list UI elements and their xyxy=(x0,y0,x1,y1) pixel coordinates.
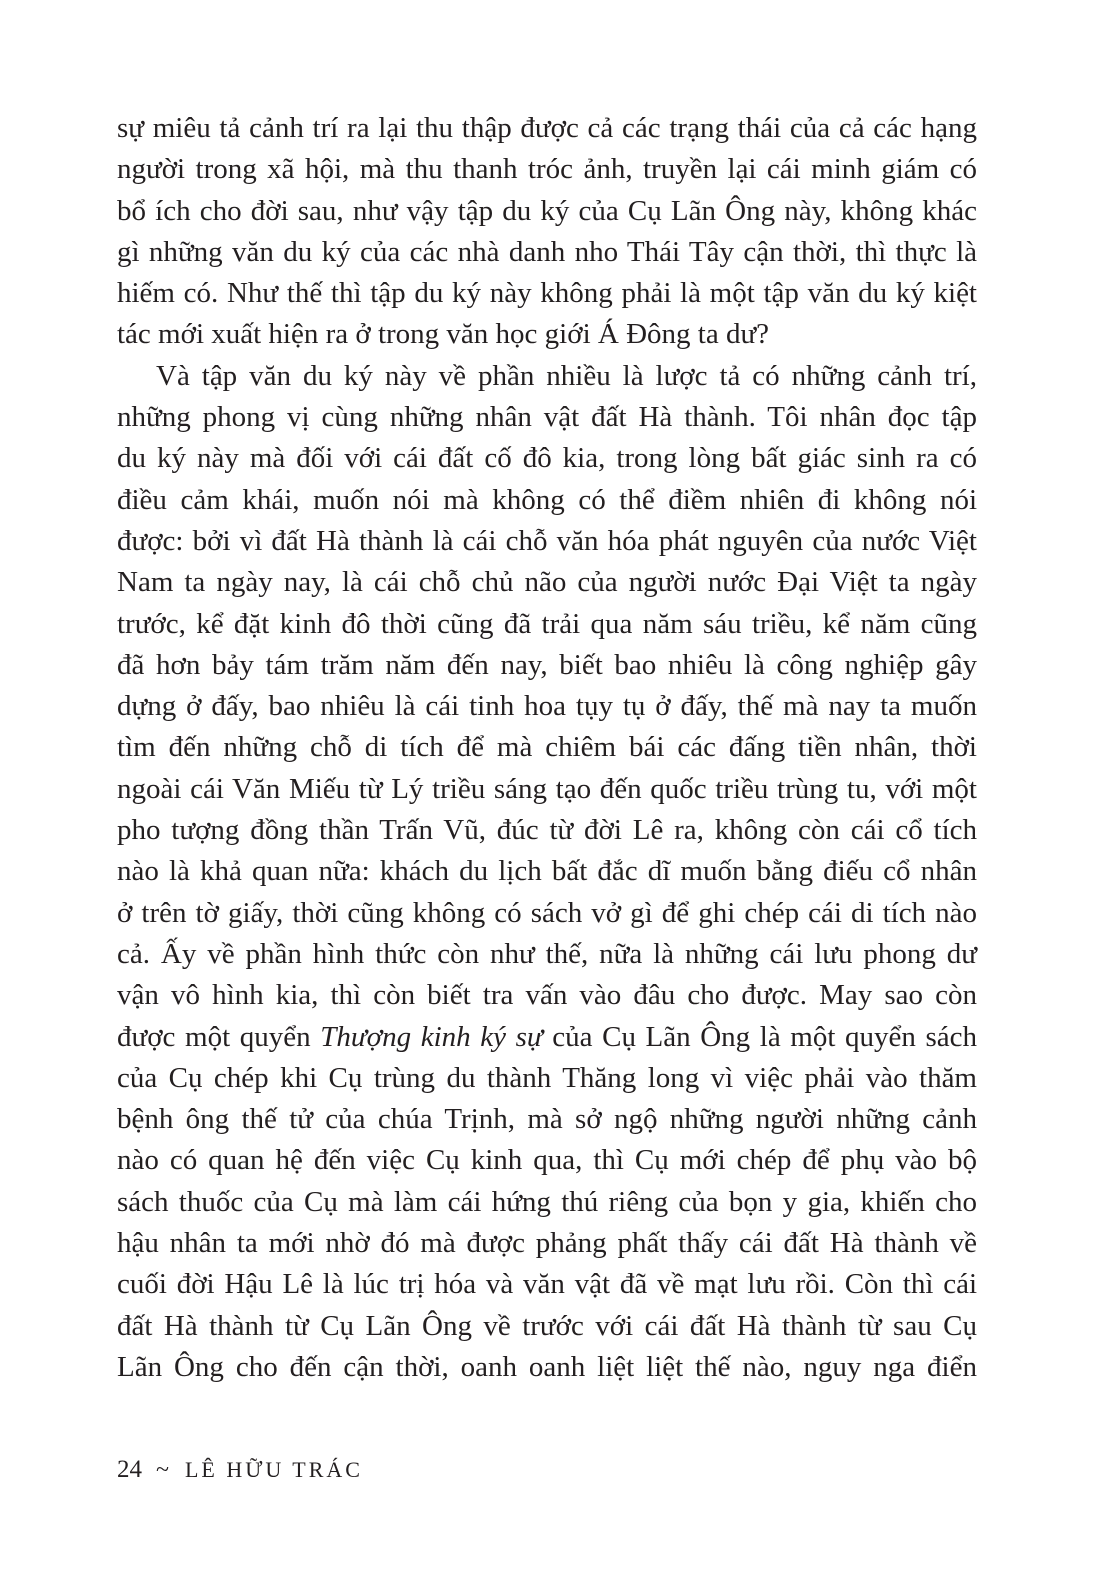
footer-separator: ~ xyxy=(156,1457,169,1483)
body-text xyxy=(117,108,977,1388)
text-line: được: bởi vì đất Hà thành là cái chỗ văn hóa phát nguyên của nước Việt xyxy=(117,524,977,557)
text-line: của Cụ chép khi Cụ trùng du thành Thăng long vì việc phải vào thăm xyxy=(117,1061,977,1094)
text-line: ở trên tờ giấy, thời cũng không có sách vở gì để ghi chép cái di tích nào xyxy=(117,896,977,929)
text-line: nào là khả quan nữa: khách du lịch bất đắc dĩ muốn bằng điếu cổ nhân xyxy=(117,855,977,888)
book-title-italic: Thượng kinh ký sự xyxy=(320,1020,543,1053)
text-line: vận vô hình kia, thì còn biết tra vấn vào đâu cho được. May sao còn xyxy=(117,979,977,1012)
text-line: pho tượng đồng thần Trấn Vũ, đúc từ đời Lê ra, không còn cái cổ tích xyxy=(117,814,977,847)
text-line: trước, kể đặt kinh đô thời cũng đã trải qua năm sáu triều, kể năm cũng xyxy=(117,607,977,640)
text-run: của Cụ Lãn Ông là một quyển sách xyxy=(542,1020,977,1053)
text-line: cả. Ấy về phần hình thức còn như thế, nữa là những cái lưu phong dư xyxy=(117,937,977,970)
text-line: ngoài cái Văn Miếu từ Lý triều sáng tạo đến quốc triều trùng tu, với một xyxy=(117,772,977,805)
text-line: sự miêu tả cảnh trí ra lại thu thập được cả các trạng thái của cả các hạng xyxy=(117,112,977,144)
text-line: Và tập văn du ký này về phần nhiều là lược tả có những cảnh trí, xyxy=(156,359,977,392)
page-number: 24 xyxy=(117,1456,142,1483)
text-line: người trong xã hội, mà thu thanh tróc ảnh, truyền lại cái minh giám có xyxy=(117,153,977,186)
text-line xyxy=(117,1017,977,1058)
text-line: tác mới xuất hiện ra ở trong văn học giới Á Đông ta dư? xyxy=(117,318,770,351)
text-line: bệnh ông thế tử của chúa Trịnh, mà sở ngộ những người những cảnh xyxy=(117,1103,977,1136)
text-line: hậu nhân ta mới nhờ đó mà được phảng phất thấy cái đất Hà thành về xyxy=(117,1227,977,1260)
text-line: du ký này mà đối với cái đất cố đô kia, trong lòng bất giác sinh ra có xyxy=(117,442,977,475)
text-line: gì những văn du ký của các nhà danh nho Thái Tây cận thời, thì thực là xyxy=(117,235,977,268)
text-line: đã hơn bảy tám trăm năm đến nay, biết bao nhiêu là công nghiệp gây xyxy=(117,648,977,681)
text-line: đất Hà thành từ Cụ Lãn Ông về trước với cái đất Hà thành từ sau Cụ xyxy=(117,1309,977,1342)
text-line: dựng ở đấy, bao nhiêu là cái tinh hoa tụy tụ ở đấy, thế mà nay ta muốn xyxy=(117,690,977,723)
text-line: bổ ích cho đời sau, như vậy tập du ký của Cụ Lãn Ông này, không khác xyxy=(117,194,977,227)
text-run: được một quyển xyxy=(117,1020,321,1053)
running-author: LÊ HỮU TRÁC xyxy=(184,1457,363,1482)
text-line: cuối đời Hậu Lê là lúc trị hóa và văn vật đã về mạt lưu rồi. Còn thì cái xyxy=(117,1268,977,1301)
text-line: tìm đến những chỗ di tích để mà chiêm bái các đấng tiền nhân, thời xyxy=(117,731,977,764)
text-line: sách thuốc của Cụ mà làm cái hứng thú riêng của bọn y gia, khiến cho xyxy=(117,1185,977,1218)
text-line: hiếm có. Như thế thì tập du ký này không phải là một tập văn du ký kiệt xyxy=(117,277,977,310)
text-line: những phong vị cùng những nhân vật đất Hà thành. Tôi nhân đọc tập xyxy=(117,401,977,434)
text-line: Lãn Ông cho đến cận thời, oanh oanh liệt liệt thế nào, nguy nga điển xyxy=(117,1350,977,1383)
text-line: nào có quan hệ đến việc Cụ kinh qua, thì Cụ mới chép để phụ vào bộ xyxy=(117,1144,977,1177)
page-footer xyxy=(117,1455,363,1485)
text-line: Nam ta ngày nay, là cái chỗ chủ não của người nước Đại Việt ta ngày xyxy=(117,566,977,599)
text-line: điều cảm khái, muốn nói mà không có thể điềm nhiên đi không nói xyxy=(117,483,977,516)
